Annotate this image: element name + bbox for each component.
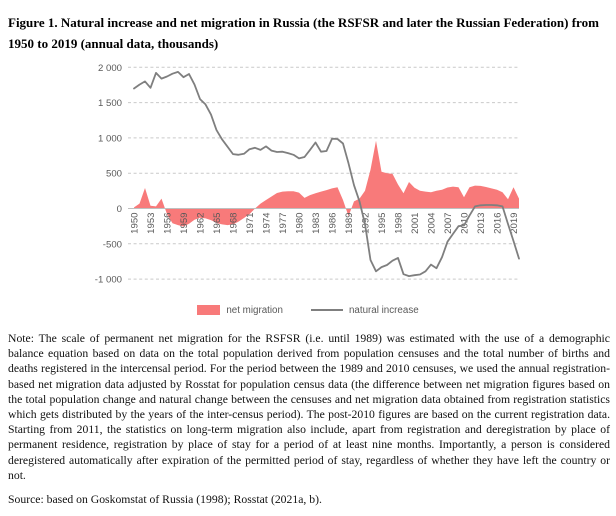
legend-label-natural-increase: natural increase <box>348 304 419 316</box>
x-axis-tick-label: 1956 <box>162 212 174 234</box>
x-axis-tick-label: 1986 <box>327 212 339 234</box>
x-axis-tick-label: 1971 <box>245 212 256 234</box>
x-axis-tick-label: 1992 <box>360 212 372 234</box>
x-axis-tick-label: 1953 <box>146 212 157 234</box>
x-axis-tick-label: 2004 <box>426 212 438 234</box>
x-axis-tick-label: 1995 <box>377 212 388 234</box>
y-axis-tick-label: -1 000 <box>94 274 122 286</box>
x-axis-tick-label: 1950 <box>129 212 141 234</box>
x-axis-tick-label: 2007 <box>443 212 454 234</box>
y-axis-tick-label: 500 <box>105 168 122 180</box>
x-axis-tick-label: 1965 <box>212 212 223 234</box>
x-axis-tick-label: 1968 <box>228 212 240 234</box>
legend-swatch-net-migration <box>197 305 220 315</box>
x-axis-tick-label: 1989 <box>344 212 355 234</box>
legend-swatch-natural-increase <box>311 309 343 311</box>
x-axis-tick-label: 1998 <box>393 212 405 234</box>
legend-item-net-migration <box>197 305 283 316</box>
y-axis-tick-label: 1 000 <box>97 133 122 145</box>
figure-title: Figure 1. Natural increase and net migration in Russia (the RSFSR and later the Russian Federation) from 1950 to 2019 (annual data, thousands) <box>8 15 599 51</box>
x-axis-tick-label: 1977 <box>278 212 289 234</box>
y-axis-tick-label: 0 <box>116 204 122 215</box>
y-axis-tick-label: 2 000 <box>97 62 122 74</box>
y-axis-tick-label: -500 <box>102 239 122 251</box>
x-axis-tick-label: 2001 <box>410 212 421 234</box>
figure-source: Source: based on Goskomstat of Russia (1998); Rosstat (2021a, b). <box>8 493 322 507</box>
figure-note: Note: The scale of permanent net migration for the RSFSR (i.e. until 1989) was estimated with the use of a demographic balance equation based on data on the total population derived from population censuses and the total number of births and deaths registered in the intercensal period. For the period between the 1989 and 2010 censuses, we used the annual registration-based net migration data adjusted by Rosstat for population census data (the difference between net migration figures based on the total population change and natural change between the censuses and net migration data obtained from registration statistics which gets distributed by the years of the inter-census period). The post-2010 figures are based on the current registration data. Starting from 2011, the statistics on long-term migration also include, apart from registration and deregistration by place of permanent residence, registration by place of stay for a period of at least nine months. Importantly, a person is considered deregistered automatically after expiration of the permitted period of stay, regardless of whether they have left the country or not. <box>8 332 610 482</box>
combo-chart-canvas <box>6 56 616 302</box>
x-axis-tick-label: 2019 <box>509 212 520 234</box>
x-axis-tick-label: 2016 <box>492 212 504 234</box>
x-axis-tick-label: 1962 <box>195 212 207 234</box>
x-axis-tick-label: 1980 <box>294 212 306 234</box>
chart-legend <box>6 303 610 317</box>
x-axis-tick-label: 2010 <box>459 212 471 234</box>
x-axis-tick-label: 1974 <box>261 212 273 234</box>
legend-label-net-migration: net migration <box>226 304 283 316</box>
x-axis-tick-label: 1959 <box>179 212 190 234</box>
chart-area <box>6 56 610 317</box>
x-axis-tick-label: 1983 <box>311 212 322 234</box>
y-axis-tick-label: 1 500 <box>97 98 122 110</box>
legend-item-natural-increase <box>311 305 419 316</box>
x-axis-tick-label: 2013 <box>476 212 487 234</box>
